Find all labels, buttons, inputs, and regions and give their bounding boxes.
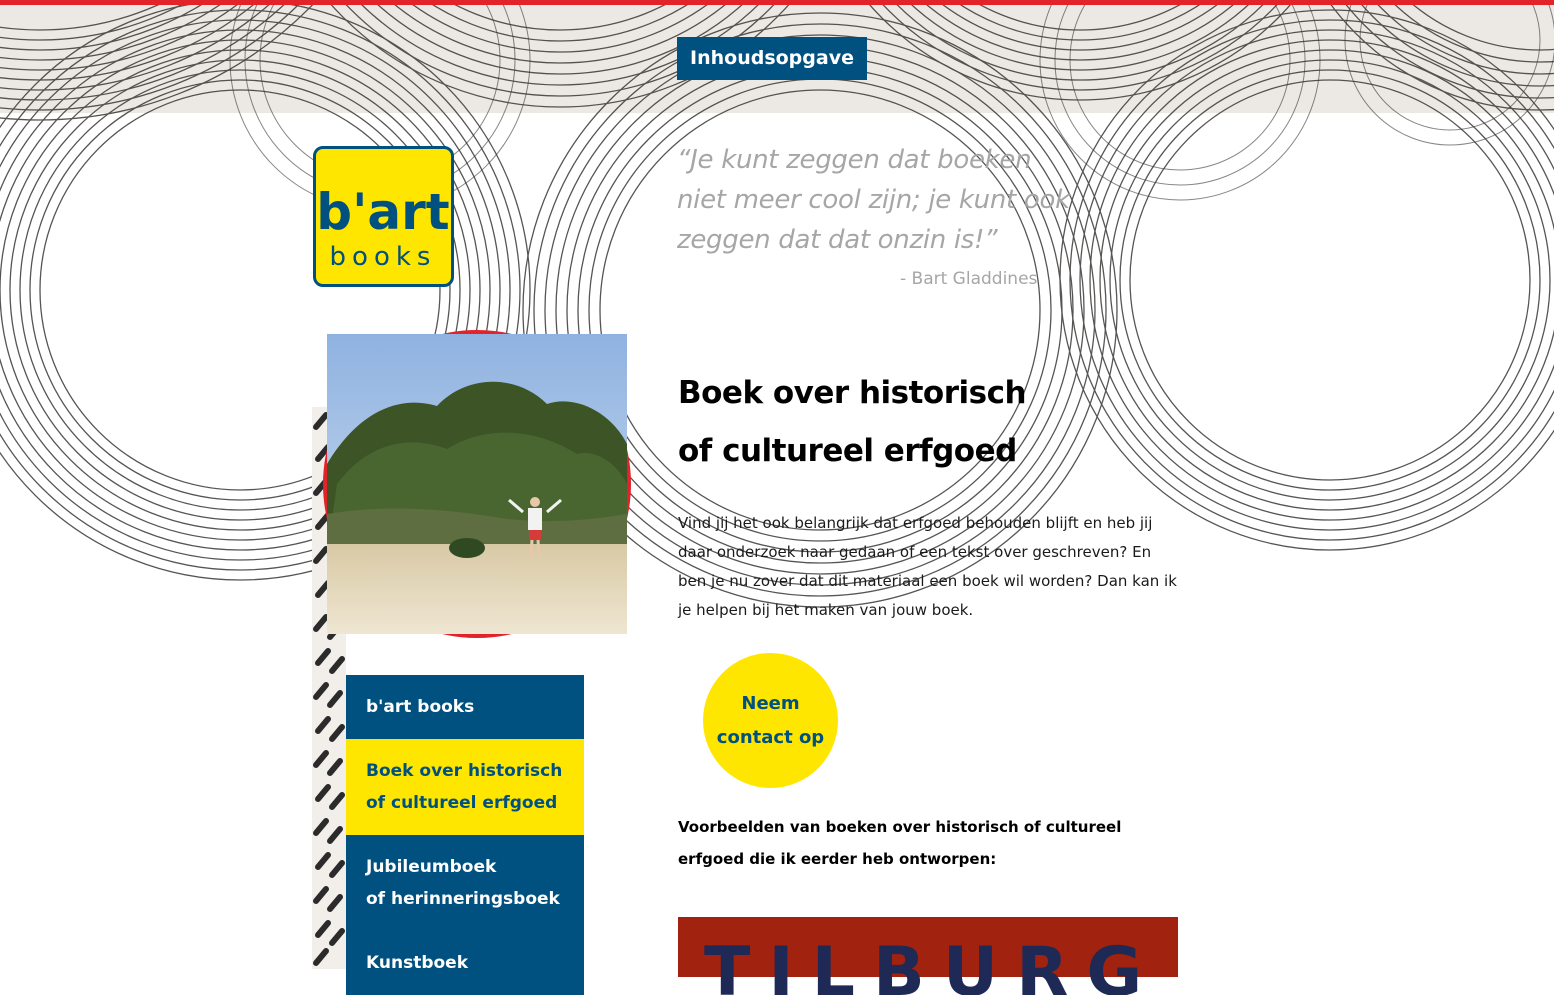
photo-illustration bbox=[327, 334, 627, 634]
page-title bbox=[678, 364, 1026, 480]
contact-button-line: contact op bbox=[716, 726, 825, 748]
quote-line: “Je kunt zeggen dat boeken bbox=[677, 145, 1032, 175]
logo[interactable] bbox=[313, 146, 454, 287]
page-title-line: of cultureel erfgoed bbox=[678, 433, 1017, 469]
nav-item-kunstboek[interactable] bbox=[346, 931, 584, 995]
nav-item-label: Kunstboek bbox=[366, 953, 469, 973]
toc-button[interactable]: Inhoudsopgave bbox=[677, 37, 867, 80]
contact-button[interactable] bbox=[703, 653, 838, 788]
book-cover-image[interactable] bbox=[678, 917, 1178, 995]
nav-item-label: Jubileumboek bbox=[366, 857, 497, 877]
quote-line: zeggen dat dat onzin is!” bbox=[677, 225, 998, 255]
examples-heading: Voorbeelden van boeken over historisch of cultureel erfgoed die ik eerder heb ontworpen: bbox=[678, 818, 1122, 868]
nav-item-label: Boek over historisch bbox=[366, 761, 563, 781]
logo-mark bbox=[316, 149, 451, 284]
side-nav bbox=[346, 675, 584, 995]
quote-author: - Bart Gladdines bbox=[900, 269, 1038, 289]
book-cover-title: TILBURG bbox=[704, 933, 1161, 995]
logo-word-books: books bbox=[329, 242, 437, 272]
nav-item-label: of herinneringsboek bbox=[366, 889, 560, 909]
header-banner bbox=[0, 0, 1554, 113]
intro-paragraph: Vind jij het ook belangrijk dat erfgoed behouden blijft en heb jij daar onderzoek naar gedaan of een tekst over geschreven? En ben je nu zover dat dit materiaal een boek wil worden? Dan kan ik je helpen bij het maken van jouw boek. bbox=[678, 514, 1177, 619]
profile-photo bbox=[323, 330, 631, 638]
logo-word-bart: b'art bbox=[316, 183, 450, 241]
quote-line: niet meer cool zijn; je kunt ook bbox=[677, 185, 1070, 215]
nav-item-label: of cultureel erfgoed bbox=[366, 793, 558, 813]
book-cover-art bbox=[678, 917, 1178, 995]
contact-button-line: Neem bbox=[741, 692, 800, 714]
nav-item-jubileumboek[interactable] bbox=[346, 835, 584, 931]
nav-item-label: b'art books bbox=[366, 697, 475, 717]
page-title-line: Boek over historisch bbox=[678, 375, 1027, 411]
nav-item-historisch-erfgoed[interactable] bbox=[346, 739, 584, 835]
nav-item-bart-books[interactable] bbox=[346, 675, 584, 739]
header-top-line bbox=[0, 0, 1554, 5]
quote bbox=[677, 140, 1077, 260]
